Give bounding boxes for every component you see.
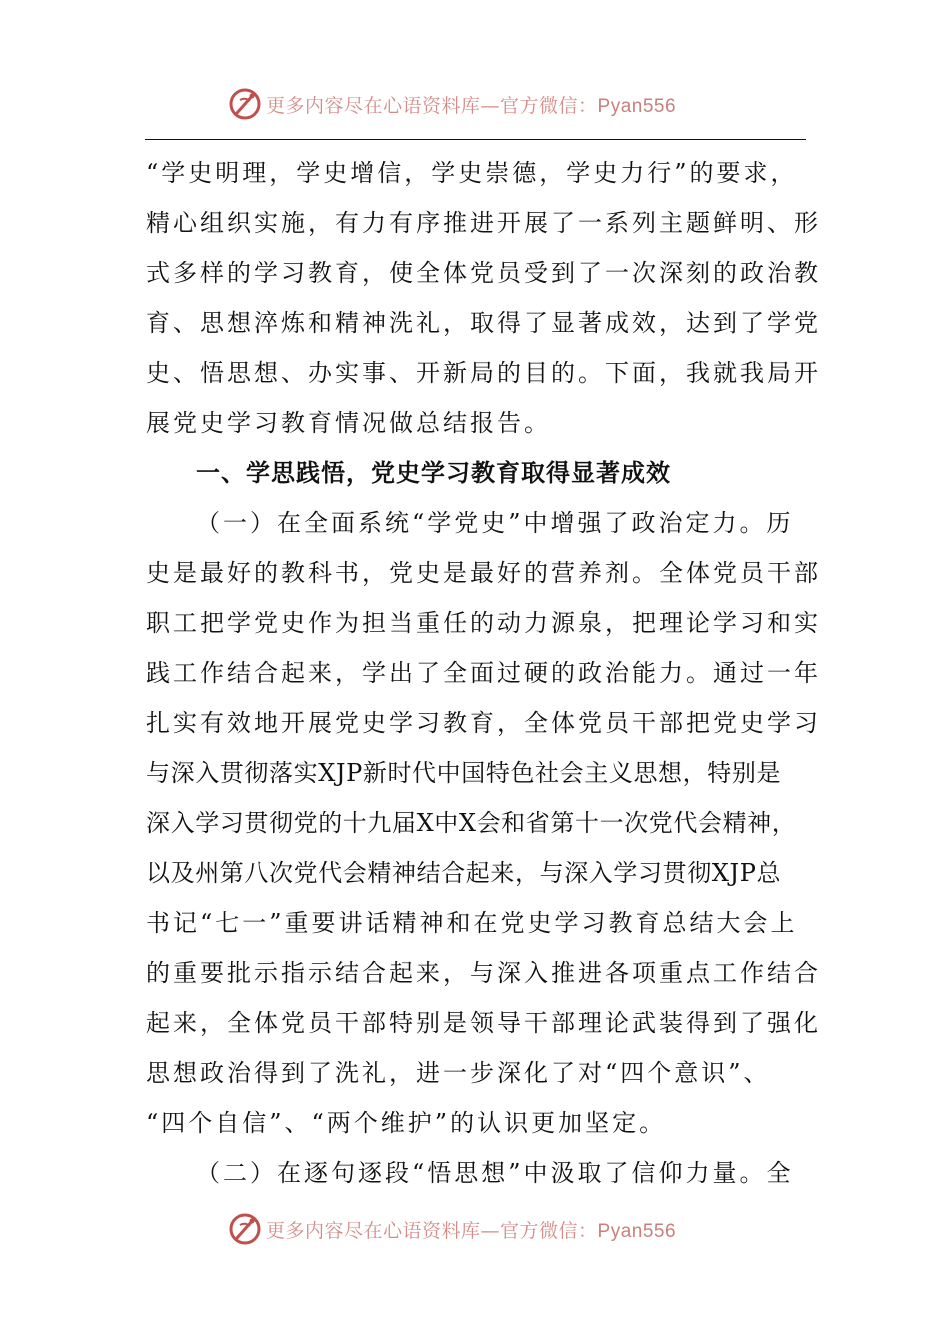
text-line: 践工作结合起来，学出了全面过硬的政治能力。通过一年 [146,659,821,687]
text-line: 扎实有效地开展党史学习教育，全体党员干部把党史学习 [146,709,821,737]
text-line: 的重要批示指示结合起来，与深入推进各项重点工作结合 [146,959,821,987]
text-line: 史、悟思想、办实事、开新局的目的。下面，我就我局开 [146,359,821,387]
text-line: 以及州第八次党代会精神结合起来，与深入学习贯彻XJP总 [146,859,782,887]
text-line: 与深入贯彻落实XJP新时代中国特色社会主义思想，特别是 [146,759,782,787]
watermark-text: 更多内容尽在心语资料库—官方微信：Pyan556 [266,94,677,117]
watermark-footer [228,1209,676,1249]
text-line: 展党史学习教育情况做总结报告。 [146,409,551,437]
text-line: 职工把学党史作为担当重任的动力源泉，把理论学习和实 [146,609,821,637]
header-divider [145,139,806,140]
text-line: “四个自信”、“两个维护”的认识更加坚定。 [146,1109,667,1137]
text-line: 史是最好的教科书，党史是最好的营养剂。全体党员干部 [146,559,821,587]
text-line: 书记“七一”重要讲话精神和在党史学习教育总结大会上 [146,909,798,937]
seal-logo-icon [228,87,262,121]
paragraph-first-line: （二）在逐句逐段“悟思想”中汲取了信仰力量。全 [196,1159,794,1187]
text-line: “学史明理，学史增信，学史崇德，学史力行”的要求， [146,159,798,187]
paragraph-first-line: （一）在全面系统“学党史”中增强了政治定力。历 [196,509,794,537]
watermark-text: 更多内容尽在心语资料库—官方微信：Pyan556 [266,1219,677,1242]
text-line: 深入学习贯彻党的十九届X中X会和省第十一次党代会精神， [146,809,797,837]
text-line: 育、思想淬炼和精神洗礼，取得了显著成效，达到了学党 [146,309,821,337]
text-line: 思想政治得到了洗礼，进一步深化了对“四个意识”、 [146,1059,771,1087]
section-heading: 一、学思践悟，党史学习教育取得显著成效 [196,459,671,487]
seal-logo-icon [228,1212,262,1246]
watermark-header [228,84,676,124]
document-body [146,148,821,1198]
text-line: 起来，全体党员干部特别是领导干部理论武装得到了强化 [146,1009,821,1037]
text-line: 式多样的学习教育，使全体党员受到了一次深刻的政治教 [146,259,821,287]
text-line: 精心组织实施，有力有序推进开展了一系列主题鲜明、形 [146,209,821,237]
